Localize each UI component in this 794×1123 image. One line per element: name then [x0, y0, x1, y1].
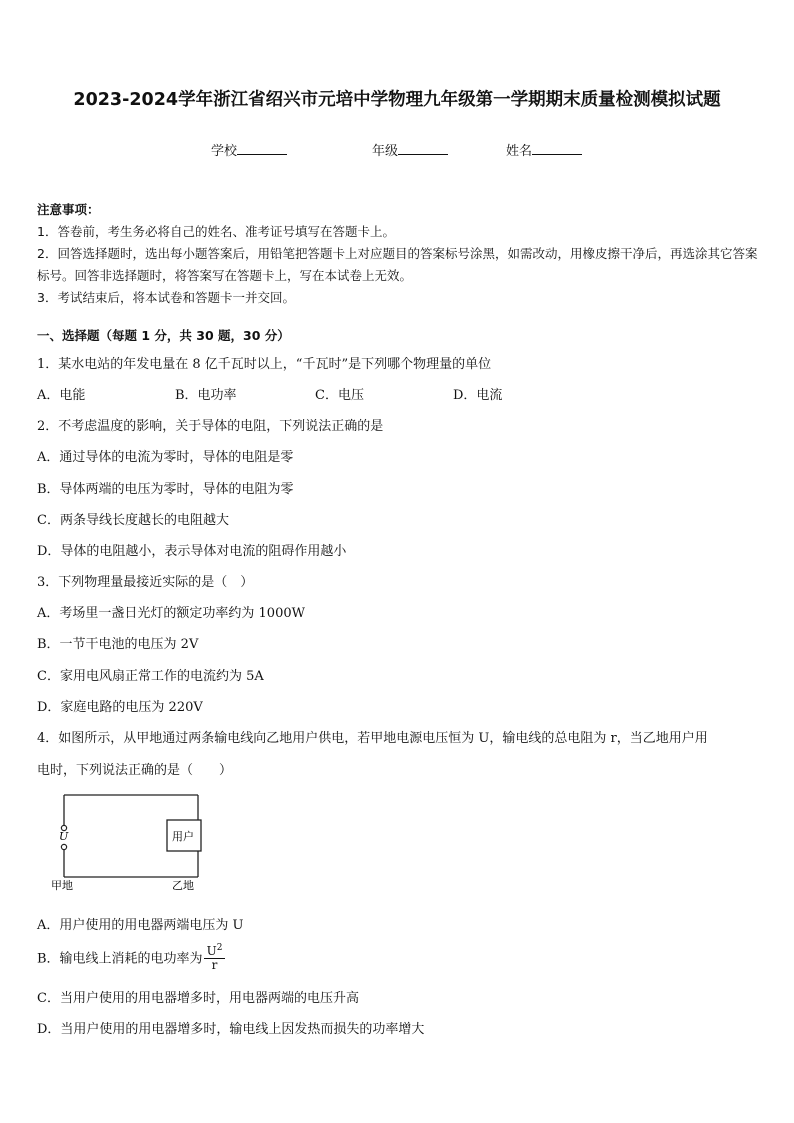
- exam-title: 2023-2024学年浙江省绍兴市元培中学物理九年级第一学期期末质量检测模拟试题: [73, 90, 721, 110]
- question-1-stem: 1．某水电站的年发电量在 8 亿千瓦时以上，“千瓦时”是下列哪个物理量的单位: [37, 357, 492, 372]
- name-field: [506, 140, 582, 159]
- q3-option-d: D．家庭电路的电压为 220V: [37, 700, 203, 715]
- notice-item-3: 3．考试结束后，将本试卷和答题卡一并交回。: [37, 290, 295, 305]
- notice-item-1: 1．答卷前，考生务必将自己的姓名、准考证号填写在答题卡上。: [37, 224, 395, 239]
- q2-option-b: B．导体两端的电压为零时，导体的电阻为零: [37, 482, 294, 497]
- voltage-label: U: [59, 830, 69, 843]
- question-1-options: [37, 384, 502, 403]
- grade-field: [372, 140, 448, 159]
- q3-option-b: B．一节干电池的电压为 2V: [37, 637, 199, 652]
- q4-option-b: [37, 942, 225, 972]
- q1-option-a: A．电能: [37, 388, 86, 403]
- notice-item-2: 2．回答选择题时，选出每小题答案后，用铅笔把答题卡上对应题目的答案标号涂黑，如需改动，用橡皮擦干净后，再选涂其它答案标号。回答非选择题时，将答案写在答题卡上，写在本试卷上无效。: [37, 246, 758, 283]
- grade-label: 年级: [372, 144, 399, 159]
- q1-option-d: D．电流: [453, 388, 503, 403]
- question-4-stem-line-2: 电时，下列说法正确的是（ ）: [37, 763, 233, 778]
- q4-option-d: D．当用户使用的用电器增多时，输电线上因发热而损失的功率增大: [37, 1022, 425, 1037]
- q4-option-a: A．用户使用的用电器两端电压为 U: [37, 918, 244, 933]
- power-fraction: [204, 942, 226, 972]
- left-site-label: 甲地: [51, 879, 73, 892]
- question-3-stem: 3．下列物理量最接近实际的是（ ）: [37, 575, 254, 590]
- question-2-stem: 2．不考虑温度的影响，关于导体的电阻，下列说法正确的是: [37, 419, 384, 434]
- q2-option-c: C．两条导线长度越长的电阻越大: [37, 513, 229, 528]
- q4-option-c: C．当用户使用的用电器增多时，用电器两端的电压升高: [37, 991, 359, 1006]
- user-label: 用户: [172, 830, 194, 843]
- q2-option-d: D．导体的电阻越小，表示导体对电流的阻碍作用越小: [37, 544, 347, 559]
- name-blank: [532, 142, 582, 155]
- q4-option-b-text: B．输电线上消耗的电功率为: [37, 951, 203, 967]
- section-heading: 一、选择题（每题 1 分，共 30 题，30 分）: [37, 328, 290, 343]
- notice-block: [37, 199, 759, 309]
- q3-option-c: C．家用电风扇正常工作的电流约为 5A: [37, 669, 264, 684]
- terminal-bottom: [61, 844, 66, 849]
- power-line-circuit-diagram: [48, 789, 218, 894]
- q1-option-c: C．电压: [315, 388, 364, 403]
- fraction-numerator: [204, 942, 226, 959]
- numerator-symbol: U: [206, 944, 217, 958]
- fraction-denominator: r: [211, 958, 218, 972]
- question-4-stem-line-1: 4．如图所示，从甲地通过两条输电线向乙地用户供电，若甲地电源电压恒为 U，输电线的总电阻为 r，当乙地用户用: [37, 731, 708, 746]
- name-label: 姓名: [506, 144, 533, 159]
- school-field: [211, 140, 287, 159]
- grade-blank: [398, 142, 448, 155]
- q1-option-b: B．电功率: [175, 388, 237, 403]
- school-label: 学校: [211, 144, 238, 159]
- q2-option-a: A．通过导体的电流为零时，导体的电阻是零: [37, 450, 294, 465]
- numerator-exponent: 2: [216, 943, 223, 953]
- right-site-label: 乙地: [172, 879, 194, 892]
- notice-heading: 注意事项：: [37, 202, 100, 217]
- school-blank: [237, 142, 287, 155]
- q3-option-a: A．考场里一盏日光灯的额定功率约为 1000W: [37, 606, 305, 621]
